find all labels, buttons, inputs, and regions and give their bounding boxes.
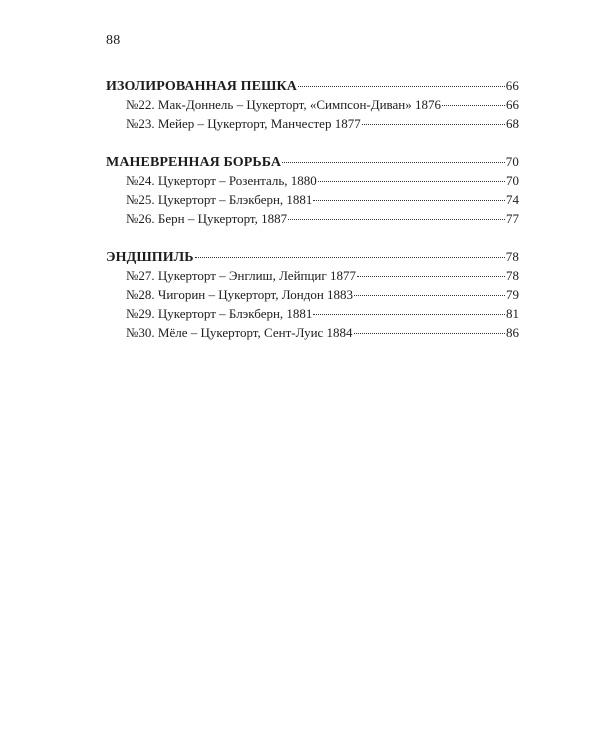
toc-section-heading (106, 247, 519, 266)
entry-page-number: 74 (506, 192, 519, 207)
section-title: ЭНДШПИЛЬ (106, 250, 194, 265)
dot-leader (442, 105, 505, 106)
dot-leader (313, 314, 505, 315)
entry-page-number: 81 (506, 306, 519, 321)
dot-leader (298, 86, 505, 87)
section-page-number: 66 (505, 78, 519, 93)
toc-entry (106, 95, 519, 114)
toc-entry (106, 190, 519, 209)
entry-page-number: 66 (506, 97, 519, 112)
entry-page-number: 86 (506, 325, 519, 340)
toc-section-endgame (106, 247, 519, 342)
entry-title: №28. Чигорин – Цукерторт, Лондон 1883 (126, 287, 354, 302)
entry-title: №23. Мейер – Цукерторт, Манчестер 1877 (126, 116, 361, 131)
toc-entry (106, 266, 519, 285)
entry-page-number: 79 (506, 287, 519, 302)
section-title: МАНЕВРЕННАЯ БОРЬБА (106, 155, 282, 170)
dot-leader (354, 295, 505, 296)
dot-leader (318, 181, 505, 182)
toc-section-isolated-pawn (106, 76, 519, 133)
entry-title: №22. Мак-Доннель – Цукерторт, «Симпсон-Диван» 1876 (126, 97, 442, 112)
section-page-number: 78 (505, 249, 519, 264)
dot-leader (282, 162, 505, 163)
toc-section-heading (106, 76, 519, 95)
toc-entry (106, 209, 519, 228)
toc-entry (106, 304, 519, 323)
table-of-contents (106, 76, 519, 361)
dot-leader (313, 200, 505, 201)
entry-title: №30. Мёле – Цукерторт, Сент-Луис 1884 (126, 325, 353, 340)
dot-leader (354, 333, 505, 334)
toc-entry (106, 285, 519, 304)
section-page-number: 70 (505, 154, 519, 169)
dot-leader (362, 124, 505, 125)
entry-title: №24. Цукерторт – Розенталь, 1880 (126, 173, 317, 188)
toc-entry (106, 171, 519, 190)
section-title: ИЗОЛИРОВАННАЯ ПЕШКА (106, 79, 297, 94)
entry-title: №25. Цукерторт – Блэкберн, 1881 (126, 192, 313, 207)
dot-leader (357, 276, 505, 277)
entry-title: №26. Берн – Цукерторт, 1887 (126, 211, 288, 226)
toc-section-maneuvering (106, 152, 519, 228)
entry-page-number: 78 (506, 268, 519, 283)
entry-page-number: 77 (506, 211, 519, 226)
entry-title: №27. Цукерторт – Энглиш, Лейпциг 1877 (126, 268, 356, 283)
toc-entry (106, 323, 519, 342)
entry-title: №29. Цукерторт – Блэкберн, 1881 (126, 306, 313, 321)
dot-leader (195, 257, 505, 258)
page-number: 88 (106, 33, 121, 48)
entry-page-number: 70 (506, 173, 519, 188)
entry-page-number: 68 (506, 116, 519, 131)
dot-leader (288, 219, 505, 220)
toc-section-heading (106, 152, 519, 171)
toc-entry (106, 114, 519, 133)
